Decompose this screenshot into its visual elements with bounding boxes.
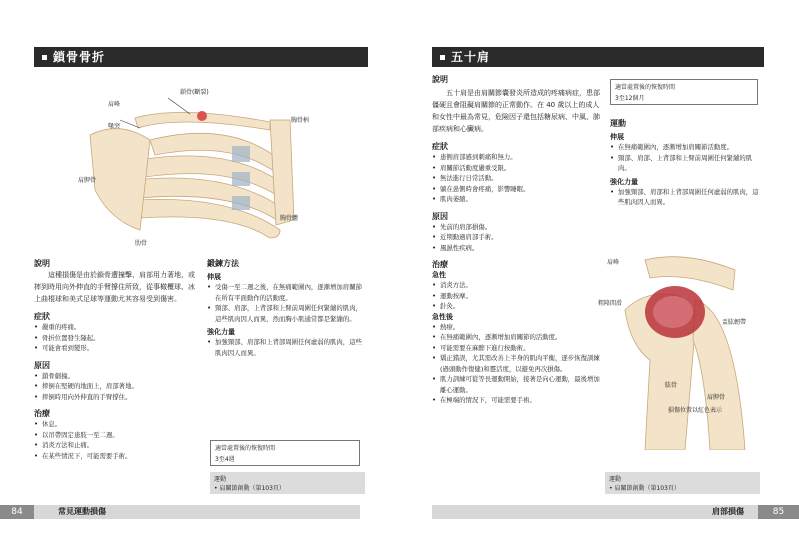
list-item: • 運動按摩。 [440, 291, 602, 302]
left-desc-head: 說明 [34, 259, 50, 268]
label-scapula: 肩胛骨 [78, 177, 97, 184]
label-humerus: 肱骨 [665, 382, 678, 389]
left-sport-title: 運動 [214, 476, 227, 483]
right-treat-head: 治療 [432, 260, 448, 269]
list-item: • 消炎方法。 [440, 280, 602, 291]
right-sport-title: 運動 [609, 476, 622, 483]
right-page-number: 85 [758, 505, 799, 519]
right-exercise-head: 運動 [610, 119, 626, 128]
left-page-number: 84 [0, 505, 34, 519]
right-sport-value: • 肩關節創動（第103頁） [609, 485, 680, 492]
right-stretch-head: 伸展 [610, 133, 624, 141]
list-item: • 無法進行日常活動。 [440, 173, 602, 184]
right-recovery-title: 適當處置後的恢復時間 [615, 84, 676, 91]
left-exercise-head: 鍛鍊方法 [207, 259, 239, 268]
label-coracoid: 喙突 [108, 123, 121, 130]
list-item: • 肩關節活動度嚴重受限。 [440, 163, 602, 174]
right-causes-list [432, 222, 602, 254]
title-square-icon [440, 55, 445, 60]
list-item: • 矯正錯誤，尤其需改善上半身的肌肉平衡，逐步恢復訓練(過頭動作復健)和靈活度，以避免再次損傷。 [440, 353, 602, 374]
list-item: • 休息。 [42, 419, 196, 430]
list-item: • 在極端的情況下，可能需要手術。 [440, 395, 602, 406]
label-manubrium: 胸骨柄 [291, 117, 310, 124]
title-square-icon [42, 55, 47, 60]
label-acromion-right: 肩峰 [607, 259, 620, 266]
list-item: • 加強頸部、肩部和上背部周圍任何虛弱的肌肉，這些肌肉因人而異。 [215, 337, 365, 358]
list-item: • 肌力訓練可從等長運動開始，接著是向心運動，最後增加離心運動。 [440, 374, 602, 395]
right-col-2 [610, 118, 762, 208]
right-strength-head: 強化力量 [610, 177, 638, 186]
list-item: • 鎖骨劇撞。 [42, 371, 196, 382]
list-item: • 躺在患側時會疼痛，影響睡眠。 [440, 184, 602, 195]
left-footer-bar [34, 505, 360, 519]
left-treat-list [34, 419, 196, 461]
right-footer-bar [432, 505, 758, 519]
right-symptoms-head: 症狀 [432, 142, 448, 151]
left-recovery-title: 適當處置後的恢復時間 [215, 445, 276, 452]
list-item: • 消炎方法和止痛。 [42, 440, 196, 451]
list-item: • 熱療。 [440, 322, 602, 333]
right-chronic-list [432, 322, 602, 406]
right-sport-box [605, 472, 760, 494]
right-symptoms-list [432, 152, 602, 205]
label-injury-area: 損傷位置以紅色表示 [668, 407, 723, 414]
list-item: • 摔倒在堅硬的地面上，肩部著地。 [42, 381, 196, 392]
right-desc-head: 說明 [432, 75, 448, 84]
left-sport-box [210, 472, 365, 494]
left-col-1 [34, 258, 196, 461]
list-item: • 患側肩部感到刺痛和無力。 [440, 152, 602, 163]
label-rib: 肋骨 [135, 240, 148, 247]
left-causes-list [34, 371, 196, 403]
right-strength-list [610, 187, 762, 208]
left-strength-list [207, 337, 365, 358]
left-strength-head: 強化力量 [207, 328, 235, 336]
left-recovery-box [210, 440, 360, 466]
list-item: • 針灸。 [440, 301, 602, 312]
left-symptoms-list [34, 322, 196, 354]
label-clavicle-fracture: 鎖骨(斷裂) [180, 89, 209, 96]
right-desc-text: 五十肩是由肩關節囊發炎所造成的疼痛病症，患部僵硬且會阻礙肩關節的正常動作。在 40 歲以上的成人和女性中最為常見，危險因子還包括糖尿病、中風、肺部疾病和心臟病。 [432, 89, 600, 133]
right-causes-head: 原因 [432, 211, 448, 221]
list-item: • 在無痛範圍內，逐漸增加肩關節的活動度。 [440, 332, 602, 343]
list-item: • 嚴重的疼痛。 [42, 322, 196, 333]
list-item: • 在無痛範圍內，逐漸增加肩關節活動度。 [618, 142, 762, 153]
right-page-title [432, 47, 764, 67]
list-item: • 在某些情況下，可能需要手術。 [42, 451, 196, 462]
label-acromion: 肩峰 [108, 101, 121, 108]
left-footer-title: 常見運動損傷 [58, 507, 106, 516]
list-item: • 肌肉萎縮。 [440, 194, 602, 205]
left-desc-text: 這種損傷是由於鎖骨遭撞擊、肩部用力著地，或摔到時用向外伸直的手臂撐住所致，從事橄欖球、冰上曲棍球和美式足球等運動尤其容易受到傷害。 [34, 271, 195, 303]
list-item: • 可能需要在麻醉下進行按動術。 [440, 343, 602, 354]
left-col-2 [207, 258, 365, 358]
list-item: • 受傷一至二週之後，在無痛範圍內，逐漸增加肩關節在所有平面動作的活動度。 [215, 282, 365, 303]
label-sternum-body: 胸骨體 [280, 215, 299, 222]
list-item: • 加強頸部、肩部和上背部周圍任何虛弱的肌肉，這些肌肉因人而異。 [618, 187, 762, 208]
right-recovery-box [610, 79, 758, 105]
list-item: • 頸部、肩部，上背部和上臂前周圍任何緊繃的肌肉，這些肌肉因人而異，然而胸小肌通常都是緊繃的。 [215, 303, 365, 324]
right-stretch-list [610, 142, 762, 174]
left-symptoms-head: 症狀 [34, 312, 50, 321]
left-stretch-head: 伸展 [207, 273, 221, 281]
right-recovery-value: 3至12個月 [615, 95, 645, 102]
right-chronic-head: 急性後 [432, 312, 453, 321]
left-treat-head: 治療 [34, 409, 50, 418]
right-acute-list [432, 280, 602, 312]
list-item: • 可能會看到變形。 [42, 343, 196, 354]
left-sport-value: • 肩關節創動（第103頁） [214, 485, 285, 492]
list-item: • 摔倒時用向外伸直的手臂撐住。 [42, 392, 196, 403]
left-page-title [34, 47, 368, 67]
right-acute-head: 急性 [432, 271, 446, 279]
list-item: • 近期動過肩部手術。 [440, 232, 602, 243]
label-ligament: 盂肱韌帶 [722, 319, 747, 326]
shoulder-illustration [615, 250, 755, 450]
right-title-text: 五十肩 [451, 50, 491, 64]
left-stretch-list [207, 282, 365, 324]
left-title-text: 鎖骨骨折 [53, 50, 106, 64]
right-footer-title: 肩部損傷 [712, 507, 744, 516]
list-item: • 以吊帶固定患肢一至二週。 [42, 430, 196, 441]
list-item: • 骨折位置發生隆起。 [42, 333, 196, 344]
left-causes-head: 原因 [34, 360, 50, 370]
left-recovery-value: 3至4週 [215, 456, 235, 463]
list-item: • 先前的肩部損傷。 [440, 222, 602, 233]
label-scapula-right: 肩胛骨 [707, 394, 726, 401]
right-col-1 [432, 74, 602, 406]
label-capsule: 粗隆間滑 [598, 300, 623, 307]
list-item: • 風濕性疾病。 [440, 243, 602, 254]
list-item: • 頸部、肩部、上背部和上臂前周圍任何緊繃的肌肉。 [618, 153, 762, 174]
